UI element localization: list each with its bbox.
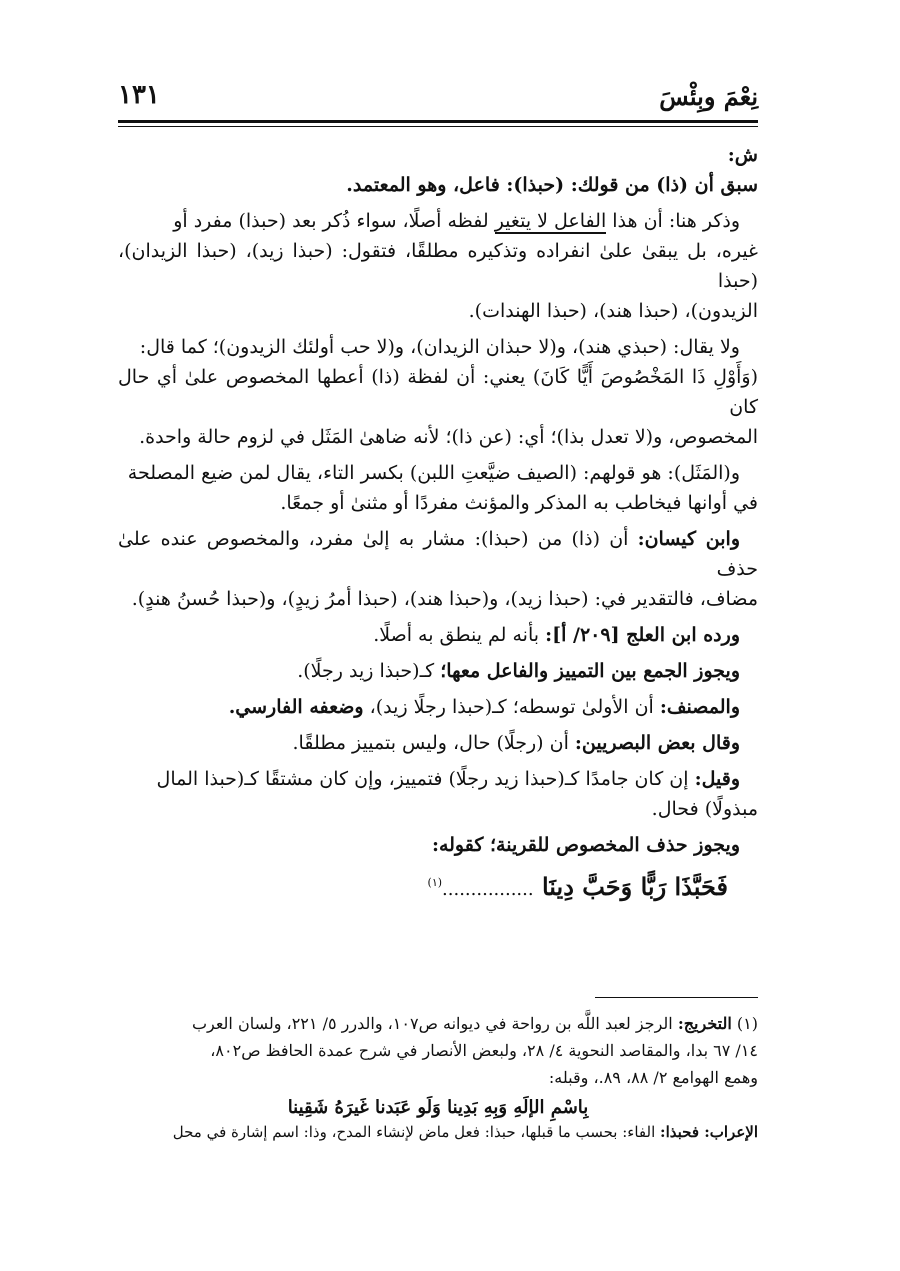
running-header bbox=[118, 78, 758, 118]
bold-lead: الإعراب: فحبذا: bbox=[660, 1123, 758, 1141]
text-span: كـ(حبذا زيد رجلًا). bbox=[297, 660, 435, 682]
chapter-title: نِعْمَ وبِئْسَ bbox=[659, 82, 758, 111]
paragraph-line bbox=[118, 656, 758, 686]
text-span: أن (ذا) من (حبذا): مشار به إلىٰ مفرد، والمخصوص عنده علىٰ حذف bbox=[118, 528, 758, 580]
verse-ellipsis: ................ bbox=[442, 879, 534, 900]
paragraph-line: مبذولًا) فحال. bbox=[651, 798, 758, 820]
footnotes bbox=[118, 1010, 758, 1145]
footnote-line bbox=[118, 1010, 758, 1037]
paragraph-line: في أوانها فيخاطب به المذكر والمؤنث مفردًا أو مثنىٰ أو جمعًا. bbox=[280, 492, 758, 514]
text-span: الرجز لعبد اللَّه بن رواحة في ديوانه ص١٠٧، والدرر ٥/ ٢٢١، ولسان العرب bbox=[191, 1014, 673, 1033]
paragraph-line bbox=[118, 764, 758, 794]
text-span: وذكر هنا: أن هذا bbox=[612, 210, 740, 232]
paragraph-line: الزيدون)، (حبذا هند)، (حبذا الهندات). bbox=[468, 300, 758, 322]
section-marker: ش: bbox=[727, 144, 758, 166]
bold-lead: والمصنف: bbox=[659, 696, 740, 718]
underlined-text: الفاعل لا يتغير bbox=[494, 210, 607, 232]
text-span: لفظه أصلًا، سواء ذُكر بعد (حبذا) مفرد أو bbox=[173, 210, 489, 232]
paragraph-line bbox=[118, 692, 758, 722]
text-span: إن كان جامدًا كـ(حبذا زيد رجلًا) فتمييز، وإن كان مشتقًا كـ(حبذا المال bbox=[156, 768, 689, 790]
bold-lead: وقال بعض البصريين: bbox=[574, 732, 740, 754]
bold-lead: وابن كيسان: bbox=[637, 528, 741, 550]
paragraph-line: ويجوز حذف المخصوص للقرينة؛ كقوله: bbox=[431, 834, 740, 856]
paragraph-line: ولا يقال: (حبذي هند)، و(لا حبذان الزيدان)، و(لا حب أولئك الزيدون)؛ كما قال: bbox=[139, 336, 740, 358]
paragraph-line: و(المَثَل): هو قولهم: (الصيف ضيَّعتِ اللبن) بكسر التاء، يقال لمن ضيع المصلحة bbox=[127, 462, 740, 484]
bold-tail: وضعفه الفارسي. bbox=[228, 696, 364, 718]
footnote-ref: (١) bbox=[427, 876, 443, 889]
bold-lead: وقيل: bbox=[694, 768, 740, 790]
text-span: أن (رجلًا) حال، وليس بتمييز مطلقًا. bbox=[292, 732, 569, 754]
bold-lead: ورده ابن العلج [٢٠٩/ أ]: bbox=[545, 624, 740, 646]
footnote-verse: بِاسْمِ الإلَهِ وَبِهِ بَدِينا وَلَو عَبَدنا غَيرَهُ شَقِينا bbox=[287, 1097, 589, 1118]
footnote-line: ١٤/ ٦٧ بدا، والمقاصد النحوية ٤/ ٢٨، ولبعض الأنصار في شرح عمدة الحافظ ص٨٠٢، bbox=[210, 1041, 758, 1060]
footnote-line: وهمع الهوامع ٢/ ٨٨، ٨٩.، وقبله: bbox=[548, 1068, 758, 1087]
paragraph-line bbox=[118, 206, 758, 236]
text-span: أن الأولىٰ توسطه؛ كـ(حبذا رجلًا زيد)، bbox=[369, 696, 654, 718]
page-number: ١٣١ bbox=[118, 80, 160, 110]
paragraph-line: مضاف، فالتقدير في: (حبذا زيد)، و(حبذا هند)، (حبذا أمرُ زيدٍ)، و(حبذا حُسنُ هندٍ). bbox=[131, 588, 758, 610]
verse-text: فَحَبَّذَا رَبًّا وَحَبَّ دِينَا bbox=[541, 872, 728, 901]
paragraph-line bbox=[118, 728, 758, 758]
paragraph-line: (وَأَوْلِ ذَا المَخْصُوصَ أَيًّا كَانَ) يعني: أن لفظة (ذا) أعطها المخصوص علىٰ أي حال كان bbox=[118, 366, 758, 418]
footnote-separator bbox=[595, 997, 758, 998]
paragraph-line bbox=[118, 524, 758, 584]
text-span: الفاء: بحسب ما قبلها، حبذا: فعل ماض لإنشاء المدح، وذا: اسم إشارة في محل bbox=[172, 1123, 656, 1141]
main-text bbox=[118, 140, 758, 925]
header-rule-thick bbox=[118, 120, 758, 123]
footnote-line bbox=[118, 1120, 758, 1145]
header-rule-thin bbox=[118, 126, 758, 127]
text-span: بأنه لم ينطق به أصلًا. bbox=[373, 624, 540, 646]
footnote-number: (١) bbox=[736, 1014, 758, 1033]
footnote-label: التخريج: bbox=[677, 1014, 732, 1033]
paragraph-line bbox=[118, 620, 758, 650]
paragraph-line: غيره، بل يبقىٰ علىٰ انفراده وتذكيره مطلقًا، فتقول: (حبذا زيد)، (حبذا الزيدان)، (حبذا bbox=[118, 240, 758, 292]
bold-lead: ويجوز الجمع بين التمييز والفاعل معها؛ bbox=[440, 660, 740, 682]
paragraph-line: المخصوص، و(لا تعدل بذا)؛ أي: (عن ذا)؛ لأنه ضاهىٰ المَثَل في لزوم حالة واحدة. bbox=[139, 426, 758, 448]
paragraph-line: سبق أن (ذا) من قولك: (حبذا): فاعل، وهو المعتمد. bbox=[346, 174, 758, 196]
poetry-verse bbox=[118, 872, 758, 901]
